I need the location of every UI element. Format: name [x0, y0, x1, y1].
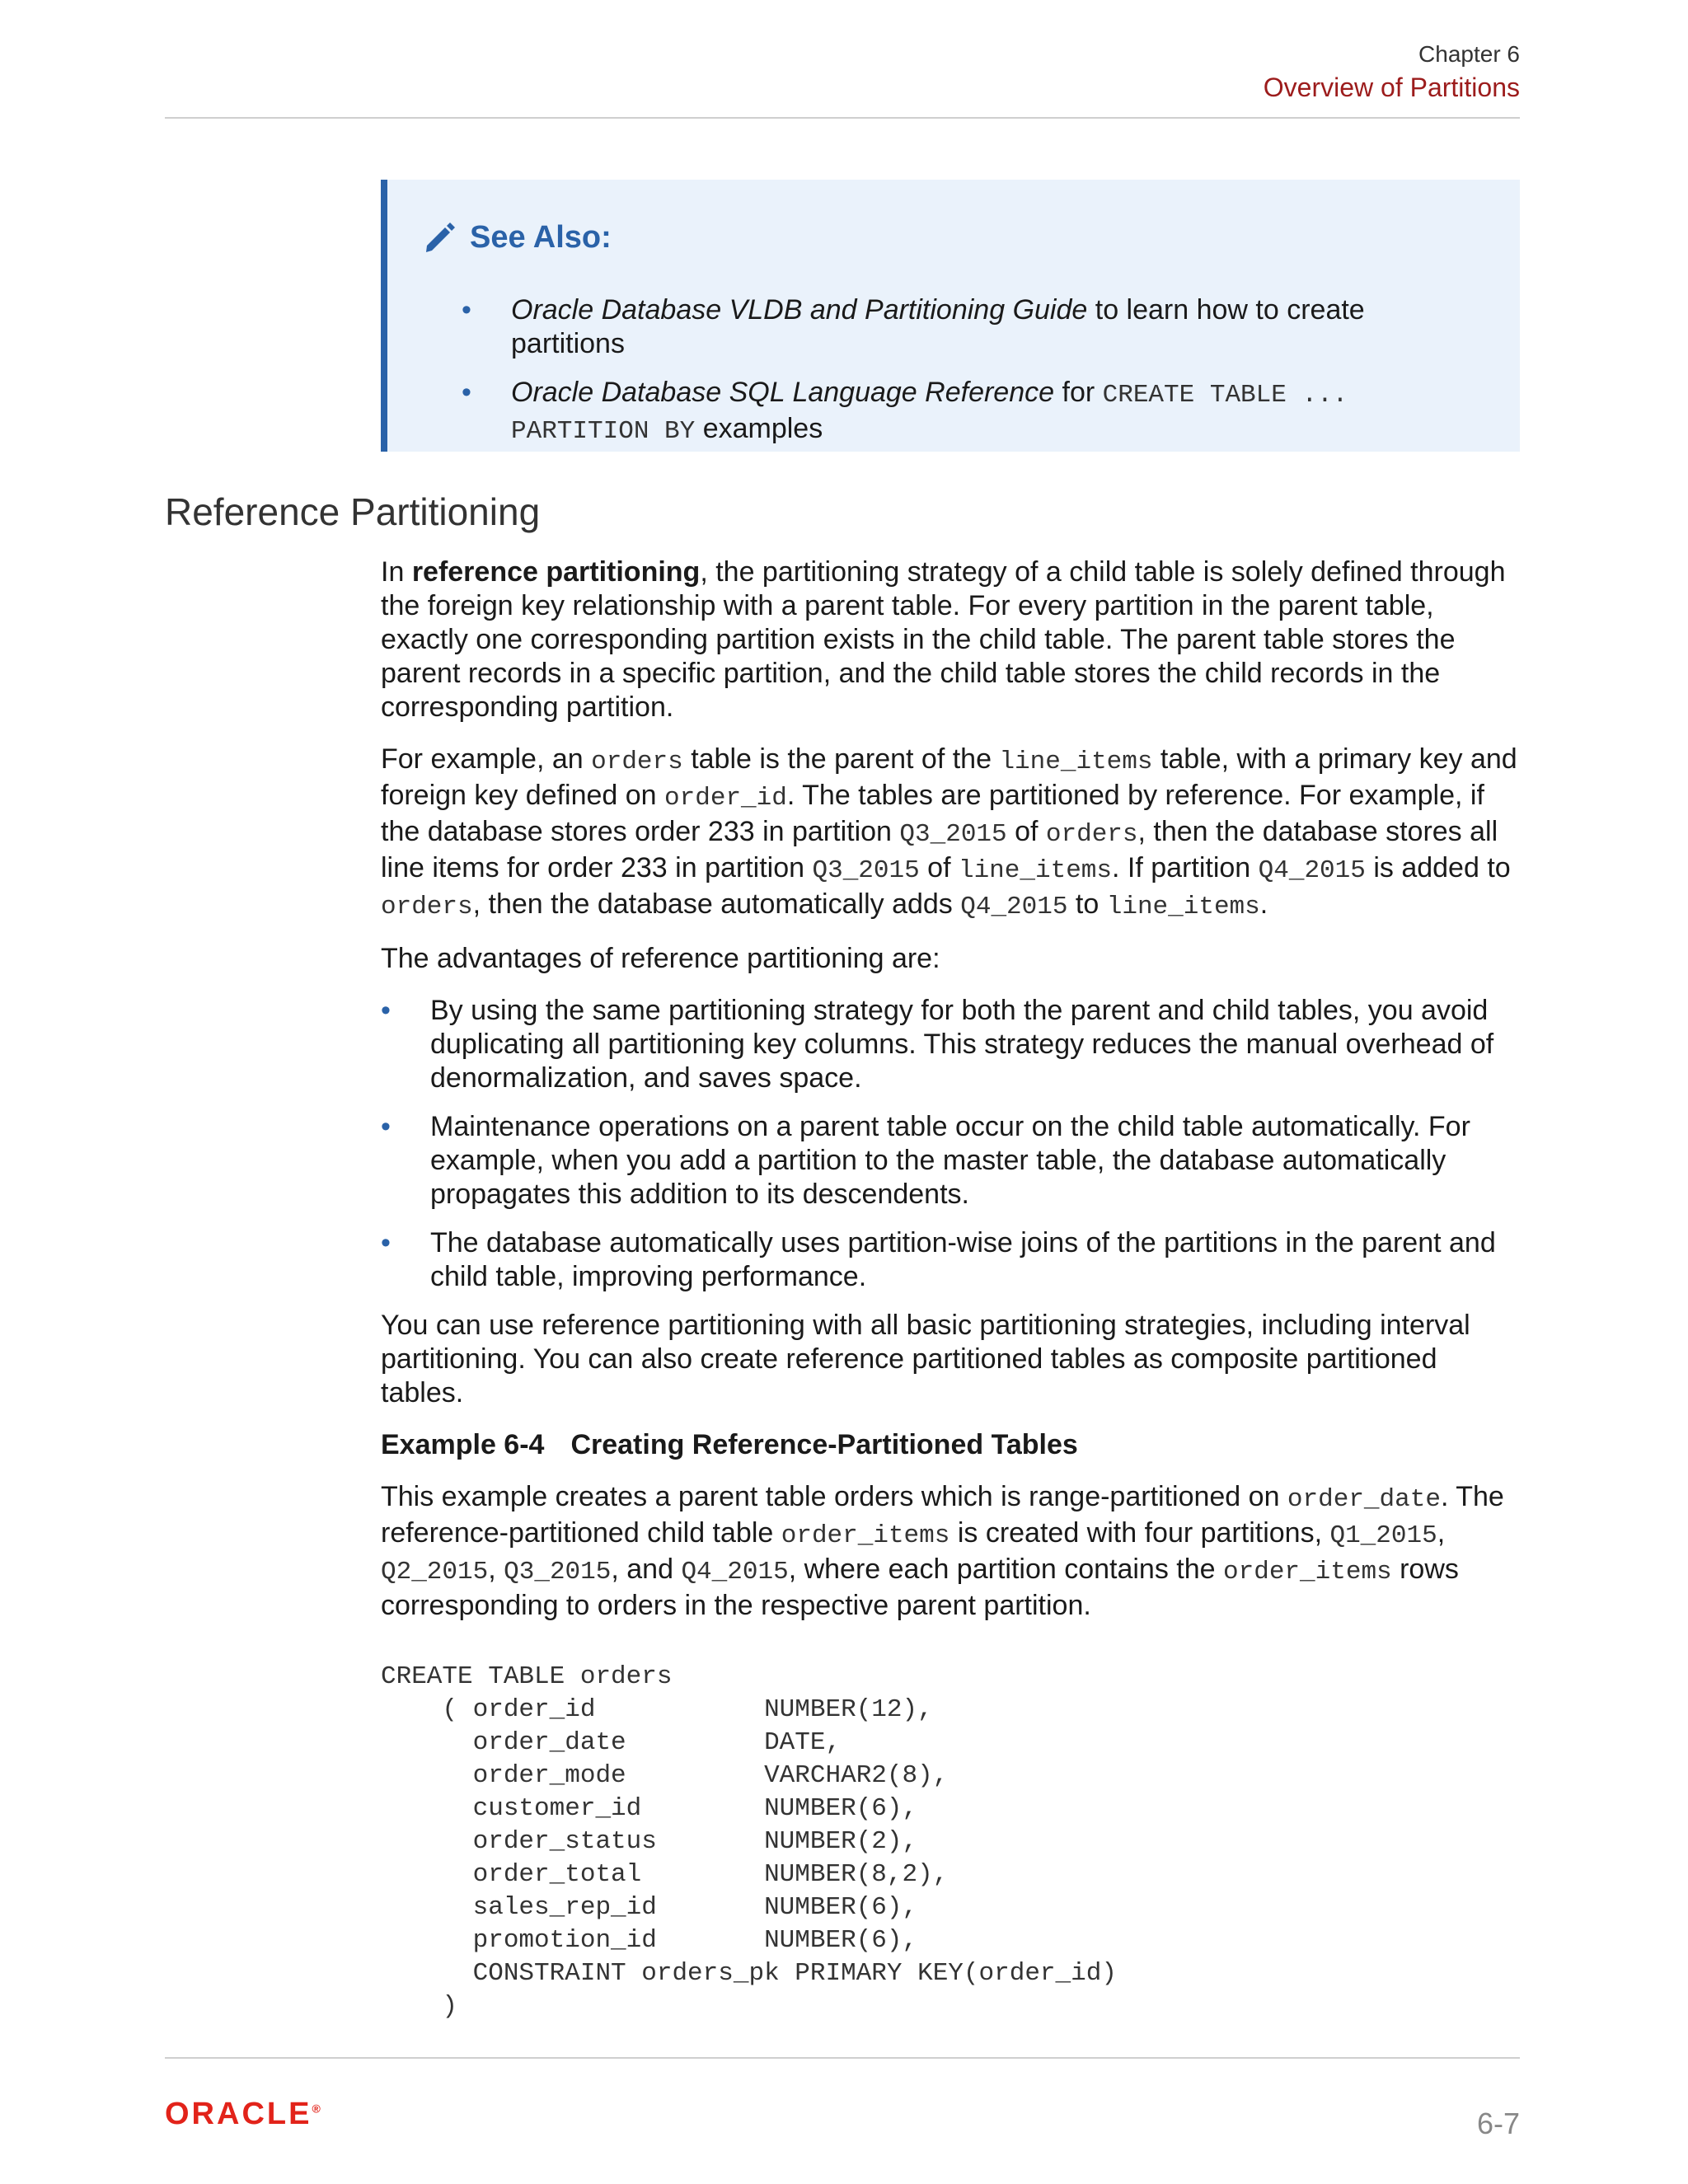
see-also-item — [462, 376, 1475, 448]
pencil-icon — [422, 219, 458, 255]
see-also-item-text: to learn how to create partitions — [511, 294, 1365, 359]
example-number: Example 6-4 — [381, 1429, 545, 1460]
chapter-label: Chapter 6 — [1418, 41, 1520, 67]
bullet: • — [462, 377, 471, 408]
example-caption: Creating Reference-Partitioned Tables — [570, 1429, 1078, 1460]
list-item: • The database automatically uses partition-wise joins of the partitions in the parent and child table, improving performance. — [381, 1227, 1496, 1292]
book-link-vldb-guide[interactable]: Oracle Database VLDB and Partitioning Guide — [511, 294, 1088, 326]
see-also-note — [381, 180, 1520, 452]
paragraph-example-description: This example creates a parent table orders which is range-partitioned on order_date. The reference-partitioned child table order_items is created with four partitions, Q1_2015, Q2_2015, Q3_2015, and Q4_2015, where each partition contains the order_items rows corresponding to orders in the respective parent partition. — [381, 1481, 1504, 1621]
inline-code: CREATE TABLE ... PARTITION BY — [511, 381, 1348, 446]
paragraph-advantages-intro: The advantages of reference partitioning are: — [381, 943, 940, 974]
advantages-list — [381, 994, 1520, 1294]
bullet: • — [381, 995, 391, 1026]
example-title — [381, 1428, 1520, 1462]
see-also-header — [422, 219, 612, 255]
footer-divider — [165, 2057, 1520, 2059]
paragraph-strategies: You can use reference partitioning with all basic partitioning strategies, including interval partitioning. You can also create reference partitioned tables as composite partitioned tables. — [381, 1310, 1470, 1408]
bullet: • — [462, 294, 471, 326]
list-item: • Maintenance operations on a parent table occur on the child table automatically. For example, when you add a partition to the master table, the database automatically propagates this addition to its descendents. — [381, 1111, 1470, 1210]
bullet: • — [381, 1227, 391, 1258]
header-divider — [165, 117, 1520, 119]
paragraph-example: For example, an orders table is the parent of the line_items table, with a primary key and foreign key defined on order_id. The tables are partitioned by reference. For example, if the database stores order 233 in partition Q3_2015 of orders, then the database stores all line items for order 233 in partition Q3_2015 of line_items. If partition Q4_2015 is added to orders, then the database automatically adds Q4_2015 to line_items. — [381, 743, 1517, 921]
section-title: Reference Partitioning — [165, 490, 541, 533]
section-body — [381, 555, 1520, 2023]
book-link-sql-reference[interactable]: Oracle Database SQL Language Reference — [511, 377, 1055, 408]
see-also-title: See Also: — [470, 219, 612, 255]
paragraph-intro: In reference partitioning, the partitioning strategy of a child table is solely defined through the foreign key relationship with a parent table. For every partition in the parent table, exactly one corresponding partition exists in the child table. The parent table stores the parent records in a specific partition, and the child table stores the child records in the corresponding partition. — [381, 556, 1506, 723]
see-also-item — [462, 293, 1475, 361]
term-reference-partitioning: reference partitioning — [411, 556, 701, 588]
code-example: CREATE TABLE orders ( order_id NUMBER(12), order_date DATE, order_mode VARCHAR2(8), customer_id NUMBER(6), order_status NUMBER(2), order_total NUMBER(8,2), sales_rep_id NUMBER(6), promotion_id NUMBER(6), CONSTRAINT orders_pk PRIMARY KEY(order_id) ) — [381, 1662, 1117, 2021]
see-also-item-text: examples — [695, 413, 823, 444]
list-item: • By using the same partitioning strategy for both the parent and child tables, you avoid duplicating all partitioning key columns. This strategy reduces the manual overhead of denormalization, and saves space. — [381, 995, 1494, 1094]
page-number: 6-7 — [1476, 2107, 1520, 2140]
see-also-list — [462, 293, 1475, 463]
oracle-logo: ORACLE® — [165, 2097, 321, 2131]
bullet: • — [381, 1111, 391, 1142]
see-also-item-text: for — [1054, 377, 1103, 408]
chapter-title: Overview of Partitions — [1263, 73, 1520, 102]
